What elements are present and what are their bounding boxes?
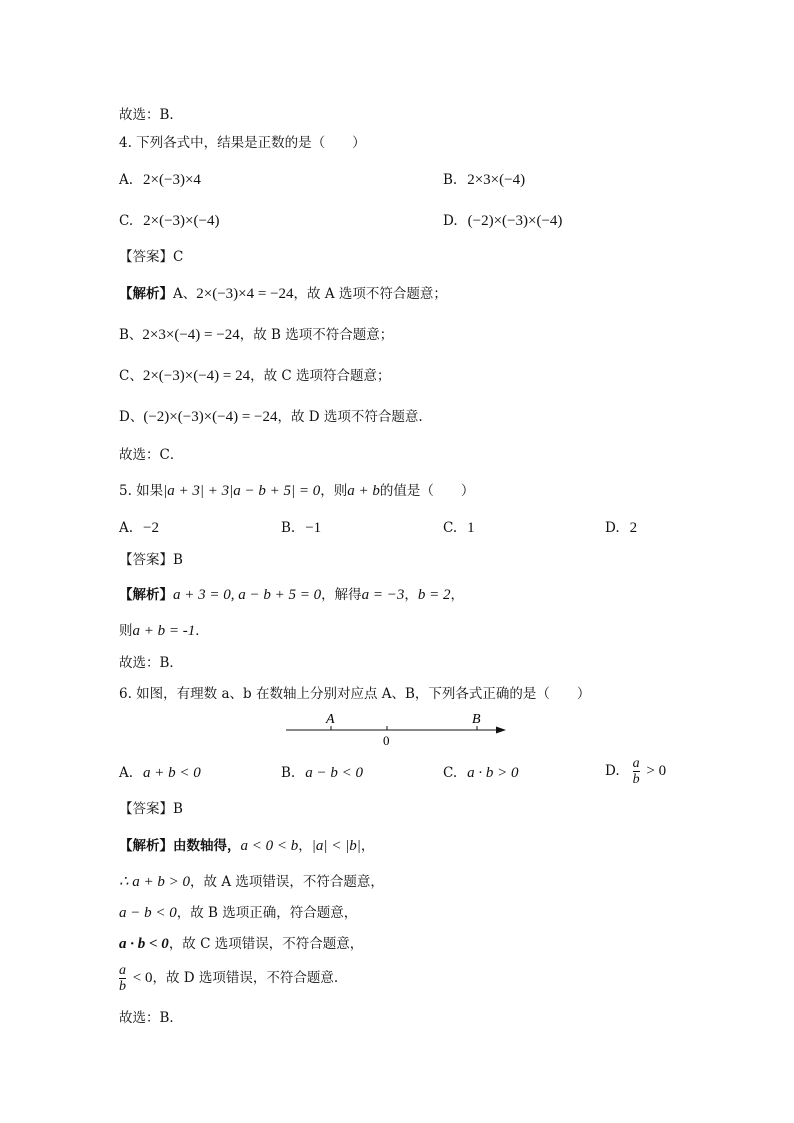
q6-option-a-label: A.: [119, 765, 134, 781]
q6-analysis-sep: ，: [298, 838, 312, 854]
q4-option-d-expr: (−2)×(−3)×(−4): [467, 213, 563, 229]
q6-answer: 【答案】B: [119, 801, 183, 817]
q4-option-c-label: C.: [119, 213, 134, 229]
q6-option-a-expr: a + b < 0: [143, 765, 201, 781]
q5-option-a-expr: −2: [143, 520, 160, 536]
q6-line-5-math: < 0: [129, 970, 153, 986]
q5-option-c: [443, 517, 475, 539]
q4-answer: 【答案】C: [119, 249, 184, 265]
q5-analysis-math3: b = 2: [417, 587, 451, 603]
number-line-figure: [280, 708, 520, 748]
q6-analysis-line-4: [119, 933, 363, 955]
q5-option-d: [605, 517, 637, 539]
q6-analysis-line-3: [119, 902, 357, 924]
number-line-arrow-icon: [496, 727, 506, 734]
q5-answer: 【答案】B: [119, 552, 183, 568]
q6-analysis-end: ，: [360, 838, 375, 854]
q5-analysis-prefix: 【解析】: [119, 587, 173, 603]
q4-line-d-math: (−2)×(−3)×(−4) = −24: [143, 409, 278, 425]
q5-conclusion: 故选：B．: [119, 655, 183, 671]
q4-analysis-line-a: [119, 283, 447, 305]
q4-analysis-line-c: [119, 365, 391, 387]
q6-analysis-line-2: [119, 871, 384, 893]
q6-option-b-expr: a − b < 0: [305, 765, 363, 781]
q5-option-d-expr: 2: [629, 520, 638, 536]
q4-line-d-prefix: D、: [119, 409, 144, 425]
q5-option-c-expr: 1: [467, 520, 475, 536]
q6-line-4-math: a · b < 0: [119, 936, 169, 952]
q4-analysis-line-b: [119, 324, 393, 346]
q6-analysis-math: a < 0 < b: [240, 838, 299, 854]
q3-conclusion: 故选：B．: [119, 107, 183, 123]
q5-analysis-line-2: [119, 620, 209, 642]
q5-analysis-math: a + 3 = 0, a − b + 5 = 0: [173, 587, 322, 603]
point-b-label: B: [472, 712, 481, 727]
q5-line2-prefix: 则: [119, 623, 133, 639]
q4-line-a-text: ，故 A 选项不符合题意；: [293, 286, 447, 302]
q4-line-a-math: 2×(−3)×4 = −24: [196, 286, 294, 302]
q4-option-b-expr: 2×3×(−4): [467, 172, 526, 188]
q6-line-4-text: ，故 C 选项错误，不符合题意，: [168, 936, 364, 952]
q5-stem: [119, 480, 474, 502]
zero-label: 0: [383, 733, 390, 748]
q6-line-5-den: b: [119, 979, 126, 994]
q5-stem-mid: ，则: [320, 483, 348, 499]
q5-option-a: [119, 517, 159, 539]
q6-line-3-math: a − b < 0: [119, 905, 177, 921]
q5-stem-prefix: 5. 如果: [119, 483, 164, 499]
q6-analysis-line-1: [119, 835, 374, 857]
q4-line-b-math: 2×3×(−4) = −24: [142, 327, 240, 343]
q4-line-c-prefix: C、: [119, 368, 143, 384]
q5-line2-math: a + b = -1: [132, 623, 196, 639]
q4-option-a-label: A.: [119, 172, 134, 188]
q5-analysis-text2: ，: [404, 587, 418, 603]
q4-line-c-math: 2×(−3)×(−4) = 24: [142, 368, 251, 384]
q6-option-a: [119, 762, 201, 784]
q5-option-a-label: A.: [119, 520, 134, 536]
q5-option-b-label: B.: [281, 520, 296, 536]
q6-option-d-label: D.: [605, 763, 620, 779]
q4-option-b: [443, 169, 525, 191]
point-a-label: A: [326, 712, 335, 727]
q6-option-d: [605, 756, 666, 787]
q4-line-a-prefix: A、: [173, 286, 197, 302]
q5-analysis-text3: ，: [450, 587, 464, 603]
q4-line-b-text: ，故 B 选项不符合题意；: [239, 327, 394, 343]
q6-analysis-math2: |a| < |b|: [311, 838, 361, 854]
q5-stem-math2: a + b: [347, 483, 380, 499]
q6-line-5-fraction: [119, 963, 126, 994]
q6-line-3-text: ，故 B 选项正确，符合题意，: [176, 905, 358, 921]
q5-option-c-label: C.: [443, 520, 458, 536]
q6-option-d-num: a: [632, 756, 640, 771]
q5-analysis-math2: a = −3: [361, 587, 405, 603]
q6-option-d-rest: > 0: [642, 763, 667, 779]
q6-option-b-label: B.: [281, 765, 296, 781]
q6-option-d-den: b: [632, 772, 640, 787]
q6-line-5-text: ，故 D 选项错误，不符合题意.: [152, 970, 339, 986]
q4-analysis-line-d: [119, 406, 423, 428]
q5-option-b: [281, 517, 321, 539]
q4-option-a-expr: 2×(−3)×4: [143, 172, 201, 188]
q6-analysis-prefix: 【解析】由数轴得，: [119, 838, 241, 854]
q4-line-c-text: ，故 C 选项符合题意；: [250, 368, 391, 384]
q5-analysis-text1: ，解得: [321, 587, 362, 603]
q5-stem-suffix: 的值是（ ）: [379, 483, 475, 499]
q4-line-b-prefix: B、: [119, 327, 143, 343]
q4-option-c-expr: 2×(−3)×(−4): [143, 213, 220, 229]
q6-option-d-fraction: [633, 756, 640, 787]
q4-line-d-text: ，故 D 选项不符合题意.: [277, 409, 423, 425]
q5-option-b-expr: −1: [305, 520, 322, 536]
q4-option-b-label: B.: [443, 172, 458, 188]
q6-conclusion: 故选：B．: [119, 1010, 183, 1026]
q6-option-c-label: C.: [443, 765, 458, 781]
q4-option-c: [119, 210, 219, 232]
q6-line-2-math: ∴ a + b > 0: [119, 874, 191, 890]
q6-option-b: [281, 762, 363, 784]
q6-analysis-line-5: [119, 963, 338, 994]
q4-option-a: [119, 169, 201, 191]
q5-stem-math: |a + 3| + 3|a − b + 5| = 0: [163, 483, 321, 499]
q4-analysis-prefix: 【解析】: [119, 286, 173, 302]
q6-line-2-text: ，故 A 选项错误，不符合题意，: [190, 874, 384, 890]
q4-stem: 4. 下列各式中，结果是正数的是（ ）: [119, 135, 366, 151]
q5-line2-suffix: ．: [195, 623, 209, 639]
q5-option-d-label: D.: [605, 520, 620, 536]
q6-option-c: [443, 762, 519, 784]
q6-option-c-expr: a · b > 0: [467, 765, 519, 781]
q4-option-d: [443, 210, 562, 232]
q4-conclusion: 故选：C．: [119, 447, 184, 463]
q4-option-d-label: D.: [443, 213, 458, 229]
q6-stem: 6. 如图，有理数 a、b 在数轴上分别对应点 A、B，下列各式正确的是（ ）: [119, 686, 591, 702]
q5-analysis-line-1: [119, 584, 464, 606]
q6-line-5-num: a: [119, 963, 126, 978]
